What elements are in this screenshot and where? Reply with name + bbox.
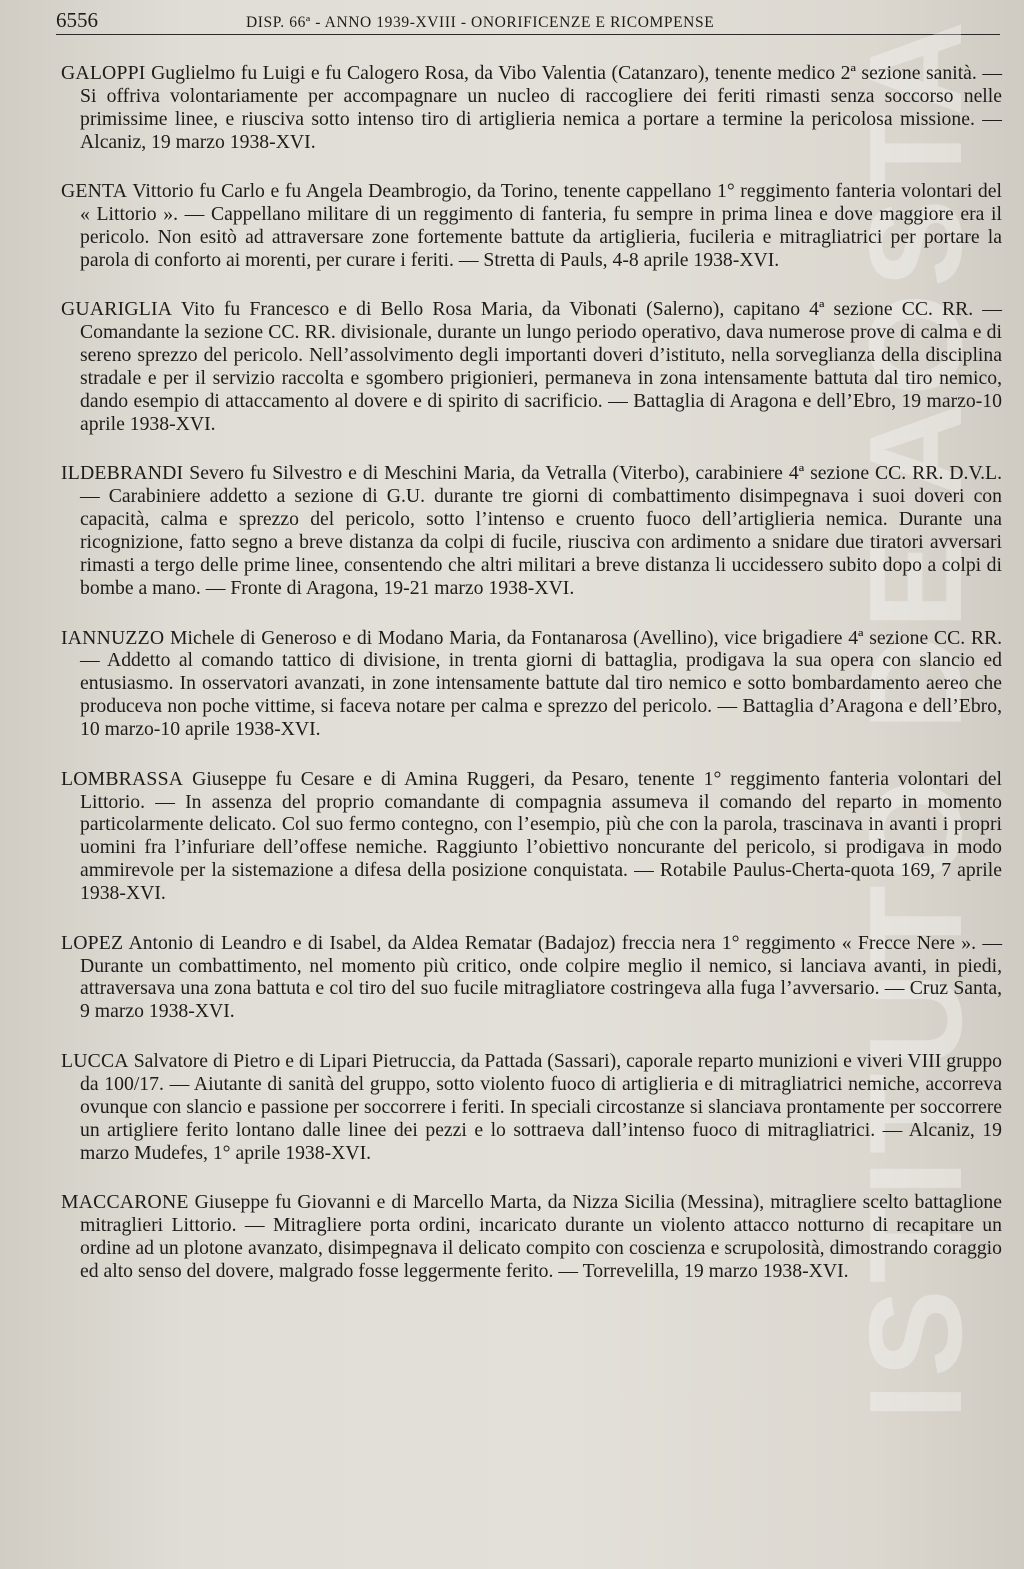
entry-text: Vittorio fu Carlo e fu Angela Deambrogio, da Torino, tenente cappellano 1° reggimento fanteria volontari del « Littorio ». — Cappellano militare di un reggimento di fanteria, fu sempre in prima linea e dove maggiore era il pericolo. Non esitò ad attraversare zone fortemente battute da artiglieria, fucileria e mitragliatrici per portare la parola di conforto ai morenti, per curare i feriti. — Stretta di Pauls, 4-8 aprile 1938-XVI. <box>80 180 1002 271</box>
award-entry <box>58 1050 1002 1165</box>
award-entry <box>58 627 1002 742</box>
award-entry <box>58 298 1002 435</box>
entry-name: GALOPPI <box>61 62 146 84</box>
page-number: 6556 <box>56 8 98 32</box>
entry-text: Michele di Generoso e di Modano Maria, da Fontanarosa (Avellino), vice brigadiere 4ª sezione CC. RR. — Addetto al comando tattico di divisione, in trenta giorni di battaglia, prodigava la sua opera con slancio ed entusiasmo. In osservatori avanzati, in zone intensamente battute dal tiro nemico e sotto bombardamento aereo che produceva non poche vittime, si faceva notare per calma e sprezzo del pericolo. — Battaglia d’Aragona e dell’Ebro, 10 marzo-10 aprile 1938-XVI. <box>80 626 1003 741</box>
entry-name: ILDEBRANDI <box>61 462 184 485</box>
entry-name: GUARIGLIA <box>61 298 173 321</box>
watermark-text: ISTITUTO DE AOSTA <box>842 15 989 1420</box>
entry-name: LOMBRASSA <box>61 767 184 790</box>
page-header <box>56 8 1000 35</box>
entry-name: GENTA <box>61 180 128 203</box>
award-entry <box>58 932 1002 1024</box>
award-entry <box>58 62 1002 154</box>
entry-name: MACCARONE <box>61 1191 189 1213</box>
entry-text: Giuseppe fu Giovanni e di Marcello Marta, da Nizza Sicilia (Messina), mitragliere scelto battaglione mitraglieri Littorio. — Mitragliere porta ordini, incaricato durante un violento attacco notturno di recapitare un ordine ad un plotone avanzato, disimpegnava il delicato compito con coscienza e scrupolosità, dimostrando coraggio ed alto senso del dovere, malgrado fosse leggermente ferito. — Torrevelilla, 19 marzo 1938-XVI. <box>80 1191 1003 1282</box>
entry-name: LUCCA <box>61 1049 129 1072</box>
entry-text: Giuseppe fu Cesare e di Amina Ruggeri, da Pesaro, tenente 1° reggimento fanteria volontari del Littorio. — In assenza del proprio comandante di compagnia assumeva il comando del reparto in momento particolarmente delicato. Col suo fermo contegno, con l’esempio, più che con la parola, trascinava in avanti i propri uomini fra l’infuriare dell’offese nemiche. Raggiunto l’obiettivo noncurante del pericolo, si prodigava in modo ammirevole per la sistemazione a difesa della posizione conquistata. — Rotabile Paulus-Cherta-quota 169, 7 aprile 1938-XVI. <box>80 767 1003 905</box>
entry-text: Antonio di Leandro e di Isabel, da Aldea Rematar (Badajoz) freccia nera 1° reggimento « Frecce Nere ». — Durante un combattimento, nel momento più critico, onde colpire meglio il nemico, si lanciava avanti, in piedi, attraversava una zona battuta e col tiro del suo fucile mitragliatore costringeva alla fuga l’avversario. — Cruz Santa, 9 marzo 1938-XVI. <box>80 931 1003 1023</box>
award-entry <box>58 180 1002 272</box>
entry-text: Vito fu Francesco e di Bello Rosa Maria, da Vibonati (Salerno), capitano 4ª sezione CC. RR. — Comandante la sezione CC. RR. divisionale, durante un lungo periodo operativo, dava numerose prove di calma e di sereno sprezzo del pericolo. Nell’assolvimento degli importanti doveri d’istituto, nella sorveglianza della disciplina stradale e per il servizio raccolta e sgombero prigionieri, permaneva in zona intensamente battuta dal tiro nemico, dando esempio di attaccamento al dovere e di spirito di sacrificio. — Battaglia di Aragona e dell’Ebro, 19 marzo-10 aprile 1938-XVI. <box>80 298 1002 435</box>
entry-text: Severo fu Silvestro e di Meschini Maria, da Vetralla (Viterbo), carabiniere 4ª sezione CC. RR. D.V.L. — Carabiniere addetto a sezione di G.U. durante tre giorni di combattimento disimpegnava i suoi doveri con capacità, calma e sprezzo del pericolo, sotto l’intenso e cruento fuoco dell’artiglieria nemica. Durante una ricognizione, fatto segno a breve distanza da colpi di fucile, riusciva con ardimento a snidare due tiratori avversari rimasti a tergo delle prime linee, consentendo che altri militari a breve distanza li uccidessero subito dopo a colpi di bombe a mano. — Fronte di Aragona, 19-21 marzo 1938-XVI. <box>80 462 1002 599</box>
award-entry <box>58 768 1002 905</box>
entry-name: IANNUZZO <box>61 626 165 649</box>
entry-text: Salvatore di Pietro e di Lipari Pietruccia, da Pattada (Sassari), caporale reparto munizioni e viveri VIII gruppo da 100/17. — Aiutante di sanità del gruppo, sotto violento fuoco di artiglieria e di mitragliatrici nemiche, accorreva ovunque con slancio e passione per soccorrere i feriti. In speciali circostanze si slanciava prontamente per soccorrere un artigliere ferito lontano dalle linee dei pezzi e lo sottraeva dall’intenso fuoco di mitragliatrici. — Alcaniz, 19 marzo Mudefes, 1° aprile 1938-XVI. <box>80 1049 1003 1164</box>
award-entry <box>58 462 1002 599</box>
entries-list <box>58 62 1002 1283</box>
entry-name: LOPEZ <box>61 931 124 954</box>
award-entry <box>58 1191 1002 1283</box>
entry-text: Guglielmo fu Luigi e fu Calogero Rosa, da Vibo Valentia (Catanzaro), tenente medico 2ª sezione sanità. — Si offriva volontariamente per accompagnare un nucleo di raccogliere dei feriti rimasti senza soccorso nelle primissime linee, e riusciva sotto intenso tiro di artiglieria nemica a portare a termine la pericolosa missione. — Alcaniz, 19 marzo 1938-XVI. <box>80 62 1003 153</box>
running-head: DISP. 66ª - ANNO 1939-XVIII - ONORIFICENZE E RICOMPENSE <box>246 14 715 31</box>
